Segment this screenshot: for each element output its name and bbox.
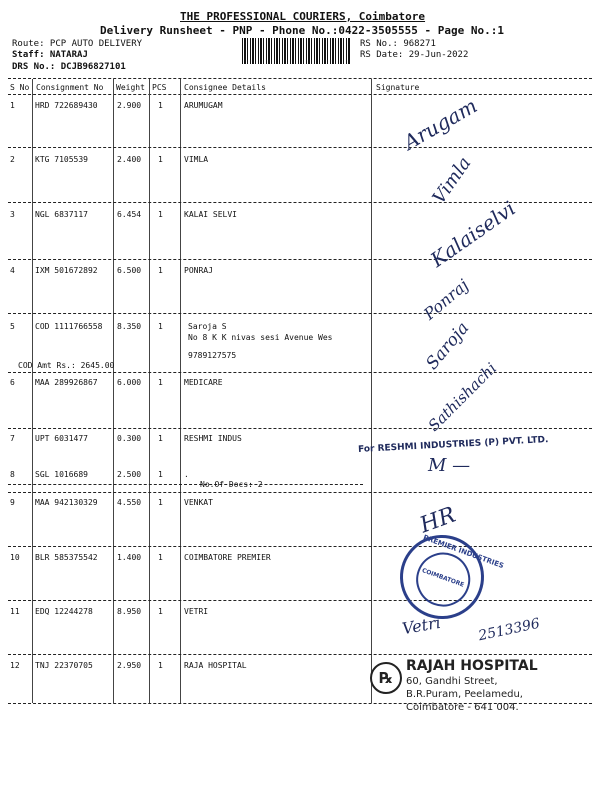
row-pcs: 1 (158, 322, 163, 331)
row-consignee: RAJA HOSPITAL (184, 661, 247, 670)
row-weight: 2.900 (117, 101, 142, 110)
row-pcs: 1 (158, 498, 163, 507)
row-consignment-no: IXM 501672892 (35, 266, 98, 275)
stamp-inner-text: COIMBATORE (420, 566, 465, 589)
row-consignment-no: MAA 942130329 (35, 498, 98, 507)
signature-4: Ponraj (420, 275, 473, 324)
col-signature: Signature (376, 83, 420, 92)
row-separator (8, 372, 592, 373)
rajah-address-2: B.R.Puram, Peelamedu, (406, 689, 523, 700)
row-consignment-no: BLR 585375542 (35, 553, 98, 562)
row-sno: 9 (10, 498, 15, 507)
row-consignee: VENKAT (184, 498, 213, 507)
stamp-outer-text: PREMIER INDUSTRIES (422, 533, 505, 571)
row-consignee: . (184, 470, 189, 479)
column-divider (113, 79, 114, 703)
row-consignment-no: HRD 722689430 (35, 101, 98, 110)
row-consignment-no: KTG 7105539 (35, 155, 88, 164)
row-consignment-no: TNJ 22370705 (35, 661, 93, 670)
row-consignment-no: COD 1111766558 (35, 322, 103, 331)
row-separator (8, 654, 592, 655)
rajah-address-1: 60, Gandhi Street, (406, 676, 498, 687)
row-weight: 2.400 (117, 155, 142, 164)
row-sno: 1 (10, 101, 15, 110)
row-separator (8, 313, 592, 314)
row-pcs: 1 (158, 607, 163, 616)
row-pcs: 1 (158, 470, 163, 479)
row-pcs: 1 (158, 101, 163, 110)
premier-industries-stamp (388, 523, 505, 631)
cod-amount: COD Amt Rs.: 2645.00 (18, 361, 115, 370)
row-pcs: 1 (158, 378, 163, 387)
row-pcs: 1 (158, 210, 163, 219)
rx-logo: ℞ (370, 662, 402, 694)
row-docs: No.Of Docs: 2 (200, 480, 263, 489)
row-consignee: VETRI (184, 607, 209, 616)
signature-2: Vimla (428, 153, 476, 208)
staff-label: Staff: NATARAJ (12, 50, 88, 60)
row-consignee: ARUMUGAM (184, 101, 223, 110)
column-divider (32, 79, 33, 703)
col-consignment: Consignment No (36, 83, 104, 92)
row-separator (8, 484, 363, 485)
rs-date: RS Date: 29-Jun-2022 (360, 50, 469, 60)
row-sno: 3 (10, 210, 15, 219)
col-pcs: PCS (152, 83, 167, 92)
row-consignee: VIMLA (184, 155, 209, 164)
signature-9: HR (416, 502, 459, 539)
signature-7-company-stamp: For RESHMI INDUSTRIES (P) PVT. LTD. (357, 435, 549, 455)
row-weight: 6.500 (117, 266, 142, 275)
row-weight: 6.454 (117, 210, 142, 219)
route-label: Route: PCP AUTO DELIVERY (12, 39, 143, 49)
row-weight: 6.000 (117, 378, 142, 387)
row-weight: 2.500 (117, 470, 142, 479)
header-bottom-rule (8, 94, 592, 95)
row-sno: 11 (10, 607, 20, 616)
row-weight: 2.950 (117, 661, 142, 670)
signature-11-number: 2513396 (477, 615, 542, 645)
row-phone: 9789127575 (188, 351, 237, 360)
drs-number: DRS No.: DCJB96827101 (12, 62, 126, 72)
header-top-rule (8, 78, 592, 79)
row-sno: 6 (10, 378, 15, 387)
row-weight: 4.550 (117, 498, 142, 507)
row-separator (8, 492, 592, 493)
row-separator (8, 147, 592, 148)
column-divider (149, 79, 150, 703)
signature-11: Vetri (400, 612, 443, 639)
row-weight: 8.350 (117, 322, 142, 331)
row-pcs: 1 (158, 155, 163, 164)
row-consignment-no: UPT 6031477 (35, 434, 88, 443)
row-separator (8, 600, 592, 601)
column-divider (371, 79, 372, 703)
column-divider (180, 79, 181, 703)
signature-5: Saroja (422, 318, 474, 374)
signature-7-mark: M — (428, 455, 471, 476)
rajah-name: RAJAH HOSPITAL (406, 658, 538, 674)
signature-1: Arugam (399, 93, 482, 155)
document-subtitle: Delivery Runsheet - PNP - Phone No.:0422-3505555 - Page No.:1 (100, 24, 504, 37)
row-weight: 0.300 (117, 434, 142, 443)
row-address: No 8 K K nivas sesi Avenue Wes (188, 333, 333, 342)
col-weight: Weight (116, 83, 145, 92)
row-consignee: COIMBATORE PREMIER (184, 553, 271, 562)
row-pcs: 1 (158, 661, 163, 670)
row-sno: 7 (10, 434, 15, 443)
row-consignee: RESHMI INDUS (184, 434, 242, 443)
row-sno: 12 (10, 661, 20, 670)
row-pcs: 1 (158, 266, 163, 275)
row-sno: 2 (10, 155, 15, 164)
row-sno: 4 (10, 266, 15, 275)
barcode (242, 38, 350, 64)
row-weight: 1.400 (117, 553, 142, 562)
row-consignment-no: EDQ 12244278 (35, 607, 93, 616)
row-consignee: Saroja S (188, 322, 227, 331)
row-separator (8, 428, 592, 429)
row-consignment-no: MAA 289926867 (35, 378, 98, 387)
row-sno: 8 (10, 470, 15, 479)
row-sno: 10 (10, 553, 20, 562)
row-consignee: MEDICARE (184, 378, 223, 387)
row-sno: 5 (10, 322, 15, 331)
signature-3: Kalaiselvi (425, 196, 520, 272)
row-consignee: KALAI SELVI (184, 210, 237, 219)
row-pcs: 1 (158, 553, 163, 562)
row-weight: 8.950 (117, 607, 142, 616)
row-separator (8, 546, 592, 547)
rajah-address-3: Coimbatore - 641 004. (406, 702, 519, 713)
col-sno: S No (10, 83, 30, 92)
row-pcs: 1 (158, 434, 163, 443)
row-consignment-no: NGL 6837117 (35, 210, 88, 219)
col-consignee: Consignee Details (184, 83, 266, 92)
rs-number: RS No.: 968271 (360, 39, 436, 49)
document-title: THE PROFESSIONAL COURIERS, Coimbatore (180, 10, 426, 23)
row-consignee: PONRAJ (184, 266, 213, 275)
signature-6: Sathishachi (424, 359, 501, 435)
row-consignment-no: SGL 1016689 (35, 470, 88, 479)
row-separator (8, 259, 592, 260)
